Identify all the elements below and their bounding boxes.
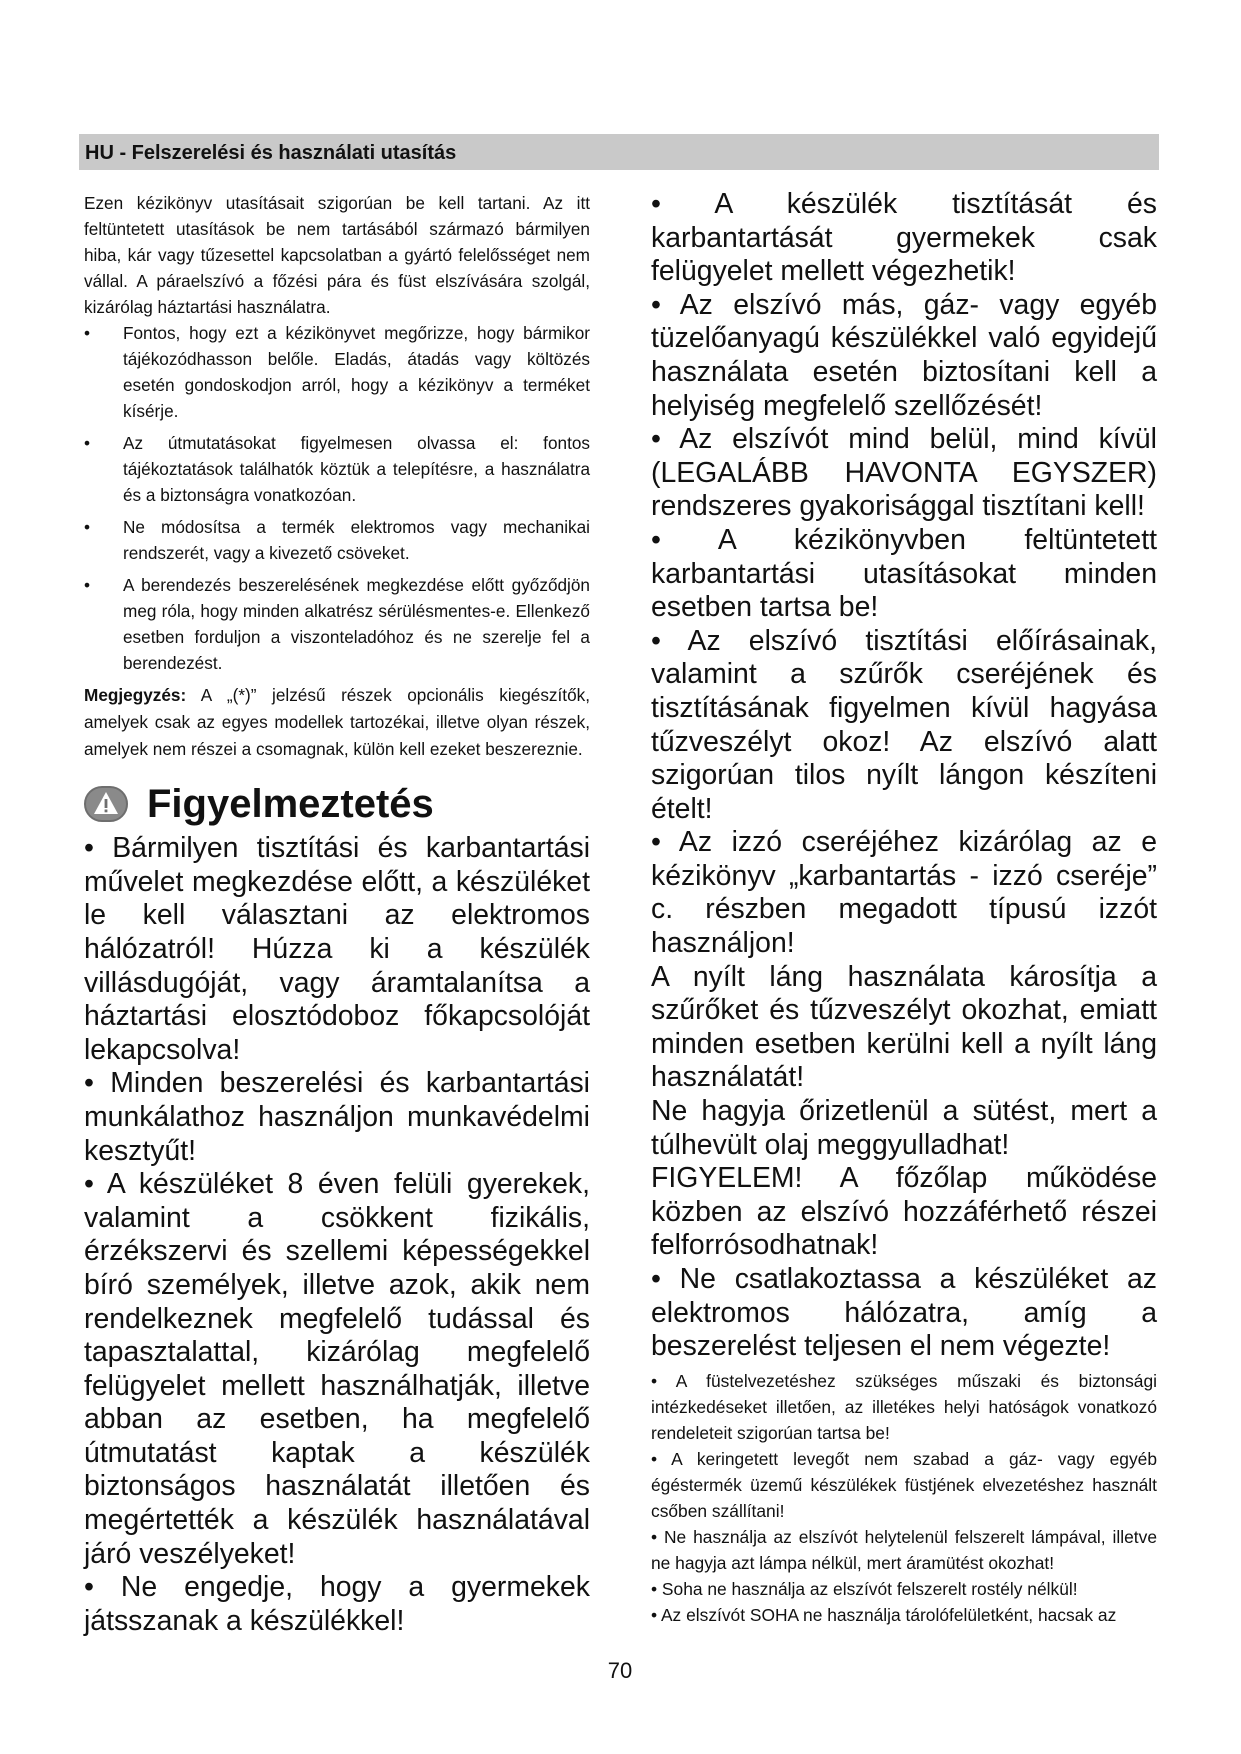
warning-triangle-icon [84, 786, 128, 822]
bullet-mark: • [84, 517, 91, 537]
warning-list [84, 832, 590, 1638]
bullet-text: Az útmutatásokat figyelmesen olvassa el: fontos tájékoztatások találhatók köztük a telepítésre, a használatra és a biztonságra vonatkozóan. [123, 433, 590, 505]
section-title: HU - Felszerelési és használati utasítás [85, 142, 457, 164]
warning-item: • A készüléket 8 éven felüli gyerekek, valamint a csökkent fizikális, érzékszervi és szellemi képességekkel bíró személyek, illetve azok, akik nem rendelkeznek megfelelő tudással és tapasztalattal, kizárólag megfelelő felügyelet mellett használhatják, illetve abban az esetben, ha megfelelő útmutatást kaptak a készülék biztonságos használatát illetően és megértették a készülék használatával járó veszélyeket! [84, 1168, 590, 1570]
intro-paragraph: Ezen kézikönyv utasításait szigorúan be kell tartani. Az itt feltüntetett utasítások be nem tartásából származó bármilyen hiba, kár vagy tűzesettel kapcsolatban a gyártó felelősséget nem vállal. A páraelszívó a főzési pára és füst elszívására szolgál, kizárólag háztartási használatra. [84, 193, 590, 317]
general-bullet-item [84, 320, 590, 424]
section-header-bar [79, 134, 1159, 170]
warning-item: • Bármilyen tisztítási és karbantartási művelet megkezdése előtt, a készüléket le kell választani az elektromos hálózatról! Húzza ki a készülék villásdugóját, vagy áramtalanítsa a háztartási elosztódoboz főkapcsolóját lekapcsolva! [84, 832, 590, 1066]
bullet-text: A berendezés beszerelésének megkezdése előtt győződjön meg róla, hogy minden alkatrész sérülésmentes-e. Ellenkező esetben forduljon a viszonteladóhoz és ne szerelje fel a berendezést. [123, 575, 590, 673]
warning-list-continued [651, 188, 1157, 1364]
warning-item: • Az elszívót mind belül, mind kívül (LEGALÁBB HAVONTA EGYSZER) rendszeres gyakorisággal tisztítani kell! [651, 423, 1157, 523]
warning-item: • A készülék tisztítását és karbantartását gyermekek csak felügyelet mellett végezhetik! [651, 188, 1157, 288]
warning-item: • Minden beszerelési és karbantartási munkálathoz használjon munkavédelmi kesztyűt! [84, 1067, 590, 1167]
general-bullet-list [84, 320, 590, 676]
note-paragraph [84, 682, 590, 763]
bullet-mark: • [84, 575, 91, 595]
safety-item: • A keringetett levegőt nem szabad a gáz- vagy egyéb égéstermék üzemű készülékek füstjének elvezetéshez használt csőben szállítani! [651, 1448, 1157, 1521]
warning-item: Ne hagyja őrizetlenül a sütést, mert a túlhevült olaj meggyulladhat! [651, 1095, 1157, 1161]
warning-item: A nyílt láng használata károsítja a szűrőket és tűzveszélyt okozhat, emiatt minden esetben kerülni kell a nyílt láng használatát! [651, 960, 1157, 1094]
general-bullet-item [84, 572, 590, 676]
right-column [651, 188, 1157, 1628]
general-bullet-item [84, 514, 590, 566]
warning-item: • Ne engedje, hogy a gyermekek játsszanak a készülékkel! [84, 1571, 590, 1637]
note-label: Megjegyzés: [84, 685, 187, 705]
safety-item: • Az elszívót SOHA ne használja tárolófelületként, hacsak az [651, 1604, 1117, 1625]
warning-item: • A kézikönyvben feltüntetett karbantartási utasításokat minden esetben tartsa be! [651, 523, 1157, 624]
warning-item: FIGYELEM! A főzőlap működése közben az elszívó hozzáférhető részei felforrósodhatnak! [651, 1162, 1157, 1262]
safety-item: • Ne használja az elszívót helytelenül felszerelt lámpával, illetve ne hagyja azt lámpa nélkül, mert áramütést okozhat! [651, 1526, 1157, 1573]
warning-heading [84, 780, 590, 832]
warning-item: • Az elszívó más, gáz- vagy egyéb tüzelőanyagú készülékkel való egyidejű használata esetén biztosítani kell a helyiség megfelelő szellőzését! [651, 288, 1157, 422]
bullet-mark: • [84, 323, 91, 343]
page-number: 70 [607, 1658, 633, 1683]
warning-item: • Az elszívó tisztítási előírásainak, valamint a szűrők cseréjének és tisztításának figyelmen kívül hagyása tűzveszélyt okoz! Az elszívó alatt szigorúan tilos nyílt lángon készíteni ételt! [651, 624, 1157, 825]
warning-item: • Ne csatlakoztassa a készüléket az elektromos hálózatra, amíg a beszerelést teljesen el nem végezte! [651, 1263, 1157, 1363]
warning-title: Figyelmeztetés [147, 782, 434, 827]
safety-small-list [651, 1368, 1157, 1628]
general-bullet-item [84, 430, 590, 508]
bullet-text: Ne módosítsa a termék elektromos vagy mechanikai rendszerét, vagy a kivezető csöveket. [123, 517, 590, 563]
safety-item: • Soha ne használja az elszívót felszerelt rostély nélkül! [651, 1578, 1078, 1599]
left-column [84, 190, 590, 1638]
note-text: A „(*)” jelzésű részek opcionális kiegészítők, amelyek csak az egyes modellek tartozékai, illetve olyan részek, amelyek nem részei a csomagnak, külön kell ezeket beszereznie. [84, 685, 590, 759]
warning-item: • Az izzó cseréjéhez kizárólag az e kézikönyv „karbantartás - izzó cseréje” c. részben megadott típusú izzót használjon! [651, 826, 1157, 960]
safety-item: • A füstelvezetéshez szükséges műszaki és biztonsági intézkedéseket illetően, az illetékes helyi hatóságok vonatkozó rendeleteit szigorúan tartsa be! [651, 1370, 1157, 1443]
bullet-text: Fontos, hogy ezt a kézikönyvet megőrizze, hogy bármikor tájékozódhasson belőle. Eladás, átadás vagy költözés esetén gondoskodjon arról, hogy a kézikönyv a terméket kísérje. [123, 323, 590, 421]
bullet-mark: • [84, 433, 91, 453]
